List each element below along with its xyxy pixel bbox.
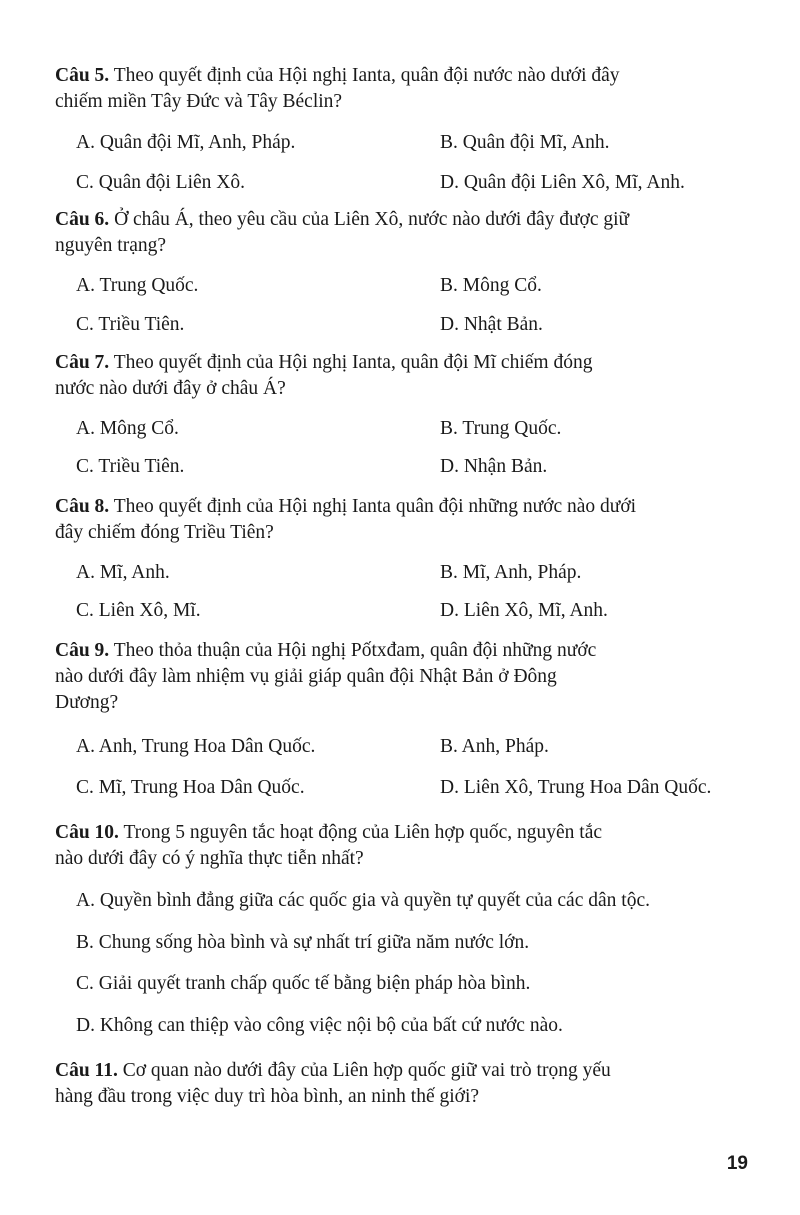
question-text: Ở châu Á, theo yêu cầu của Liên Xô, nước nào dưới đây được giữ nguyên trạng? — [55, 209, 630, 256]
option-b: B. Quân đội Mĩ, Anh. — [440, 132, 610, 153]
question-9 — [55, 638, 755, 716]
question-10 — [55, 820, 755, 872]
option-b: B. Mĩ, Anh, Pháp. — [440, 562, 582, 583]
option-b: B. Chung sống hòa bình và sự nhất trí giữa năm nước lớn. — [76, 932, 530, 953]
question-5 — [55, 63, 755, 115]
option-c: C. Quân đội Liên Xô. — [76, 172, 245, 193]
question-text: Theo thỏa thuận của Hội nghị Pốtxđam, quân đội những nước nào dưới đây làm nhiệm vụ giải giáp quân đội Nhật Bản ở Đông Dương? — [55, 640, 597, 713]
question-text: Trong 5 nguyên tắc hoạt động của Liên hợp quốc, nguyên tắc nào dưới đây có ý nghĩa thực tiễn nhất? — [55, 822, 603, 869]
option-a: A. Mĩ, Anh. — [76, 562, 170, 583]
question-label: Câu 10. — [55, 822, 119, 843]
option-d: D. Không can thiệp vào công việc nội bộ của bất cứ nước nào. — [76, 1015, 563, 1036]
option-d: D. Nhận Bản. — [440, 456, 548, 477]
question-label: Câu 8. — [55, 496, 110, 517]
question-text: Theo quyết định của Hội nghị Ianta, quân đội nước nào dưới đây chiếm miền Tây Đức và Tây Béclin? — [55, 65, 620, 112]
question-8 — [55, 494, 755, 546]
option-c: C. Giải quyết tranh chấp quốc tế bằng biện pháp hòa bình. — [76, 973, 531, 994]
option-c: C. Liên Xô, Mĩ. — [76, 600, 201, 621]
option-a: A. Trung Quốc. — [76, 275, 199, 296]
option-d: D. Liên Xô, Mĩ, Anh. — [440, 600, 608, 621]
question-label: Câu 11. — [55, 1060, 118, 1081]
option-b: B. Mông Cổ. — [440, 275, 542, 296]
page-number: 19 — [726, 1153, 748, 1174]
question-11 — [55, 1058, 755, 1110]
option-c: C. Triều Tiên. — [76, 456, 185, 477]
question-text: Cơ quan nào dưới đây của Liên hợp quốc giữ vai trò trọng yếu hàng đầu trong việc duy trì hòa bình, an ninh thế giới? — [55, 1060, 611, 1107]
question-label: Câu 5. — [55, 65, 110, 86]
question-text: Theo quyết định của Hội nghị Ianta quân đội những nước nào dưới đây chiếm đóng Triều Tiên? — [55, 496, 637, 543]
option-b: B. Trung Quốc. — [440, 418, 562, 439]
option-b: B. Anh, Pháp. — [440, 736, 549, 757]
question-label: Câu 9. — [55, 640, 110, 661]
question-7 — [55, 350, 755, 402]
question-label: Câu 6. — [55, 209, 110, 230]
question-6 — [55, 207, 755, 259]
option-d: D. Nhật Bản. — [440, 314, 543, 335]
question-label: Câu 7. — [55, 352, 110, 373]
question-text: Theo quyết định của Hội nghị Ianta, quân đội Mĩ chiếm đóng nước nào dưới đây ở châu Á? — [55, 352, 593, 399]
option-c: C. Triều Tiên. — [76, 314, 185, 335]
option-a: A. Anh, Trung Hoa Dân Quốc. — [76, 736, 316, 757]
option-a: A. Quân đội Mĩ, Anh, Pháp. — [76, 132, 296, 153]
option-d: D. Liên Xô, Trung Hoa Dân Quốc. — [440, 777, 712, 798]
option-c: C. Mĩ, Trung Hoa Dân Quốc. — [76, 777, 305, 798]
option-d: D. Quân đội Liên Xô, Mĩ, Anh. — [440, 172, 685, 193]
option-a: A. Quyền bình đẳng giữa các quốc gia và quyền tự quyết của các dân tộc. — [76, 890, 650, 911]
option-a: A. Mông Cổ. — [76, 418, 179, 439]
